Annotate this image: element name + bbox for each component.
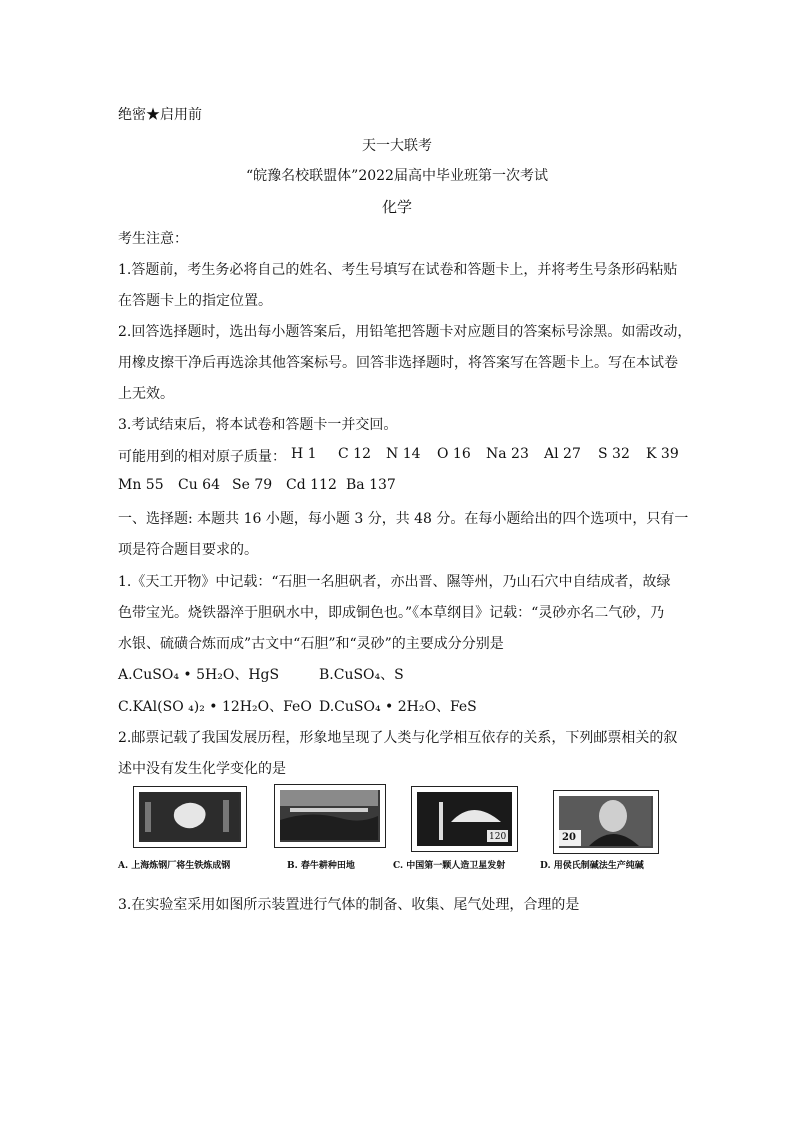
notice-line: 上无效。	[118, 386, 174, 402]
atomic-mass-item: Se 79	[232, 477, 273, 493]
question-1-text: 色带宝光。烧铁器淬于胆矾水中，即成铜色也。”《本草纲目》记载：“灵砂亦名二气砂，乃	[118, 605, 665, 621]
question-1-text: 1.《天工开物》中记载：“石胆一名胆矾者，亦出晋、隰等州，乃山石穴中自结成者，故绿	[118, 574, 671, 590]
atomic-mass-item: K 39	[646, 446, 679, 462]
stamp-d-image	[553, 790, 659, 854]
atomic-mass-item: O 16	[437, 446, 471, 462]
atomic-mass-item: S 32	[598, 446, 630, 462]
exam-subtitle: “皖豫名校联盟体”2022届高中毕业班第一次考试	[246, 168, 548, 184]
atomic-mass-item: Mn 55	[118, 477, 164, 493]
atomic-mass-item: H 1	[291, 446, 317, 462]
atomic-mass-item: Cu 64	[178, 477, 220, 493]
notice-line: 用橡皮擦干净后再选涂其他答案标号。回答非选择题时，将答案写在答题卡上。写在本试卷	[118, 355, 678, 371]
exam-name: 天一大联考	[362, 138, 432, 154]
secret-label: 绝密★启用前	[118, 107, 202, 123]
notice-line: 2.回答选择题时，选出每小题答案后，用铅笔把答题卡对应题目的答案标号涂黑。如需改动，	[118, 324, 692, 340]
stamp-d-caption: D. 用侯氏制碱法生产纯碱	[540, 861, 644, 871]
notice-line: 1.答题前，考生务必将自己的姓名、考生号填写在试卷和答题卡上，并将考生号条形码粘贴	[118, 262, 678, 278]
stamp-b-image	[274, 784, 386, 848]
stamp-a-caption: A. 上海炼钢厂将生铁炼成钢	[118, 861, 231, 871]
stamp-b-caption: B. 春牛耕种田地	[287, 861, 355, 871]
atomic-mass-label: 可能用到的相对原子质量：	[118, 449, 286, 465]
stamp-c-caption: C. 中国第一颗人造卫星发射	[393, 861, 506, 871]
notice-line: 在答题卡上的指定位置。	[118, 293, 272, 309]
question-1-option-b: B.CuSO₄、S	[319, 667, 404, 683]
question-3-text: 3.在实验室采用如图所示装置进行气体的制备、收集、尾气处理，合理的是	[118, 897, 580, 913]
atomic-mass-item: N 14	[386, 446, 421, 462]
question-2-text: 述中没有发生化学变化的是	[118, 761, 286, 777]
notice-title: 考生注意：	[118, 231, 188, 247]
stamp-c-image	[411, 786, 518, 852]
notice-line: 3.考试结束后，将本试卷和答题卡一并交回。	[118, 417, 398, 433]
farming-ox-illustration	[280, 790, 378, 840]
question-1-option-c: C.KAl(SO ₄)₂ • 12H₂O、FeO	[118, 699, 312, 715]
question-1-option-d: D.CuSO₄ • 2H₂O、FeS	[319, 699, 477, 715]
question-2-text: 2.邮票记载了我国发展历程，形象地呈现了人类与化学相互依存的关系，下列邮票相关的叙	[118, 730, 678, 746]
question-1-text: 水银、硫磺合炼而成”古文中“石胆”和“灵砂”的主要成分分别是	[118, 636, 504, 652]
stamp-c-value: 120	[489, 832, 507, 842]
question-1-option-a: A.CuSO₄ • 5H₂O、HgS	[118, 667, 280, 683]
stamp-d-value: 20	[562, 832, 576, 843]
atomic-mass-item: Cd 112	[286, 477, 337, 493]
atomic-mass-item: C 12	[338, 446, 371, 462]
section-heading: 一、选择题: 本题共 16 小题，每小题 3 分，共 48 分。在每小题给出的四个选项中，只有一	[118, 511, 689, 527]
stamp-a-image	[133, 786, 247, 848]
atomic-mass-item: Na 23	[486, 446, 529, 462]
steel-mill-illustration	[139, 792, 239, 840]
atomic-mass-item: Al 27	[544, 446, 581, 462]
subject-title: 化学	[381, 198, 412, 216]
section-heading: 项是符合题目要求的。	[118, 542, 258, 558]
atomic-mass-item: Ba 137	[346, 477, 396, 493]
